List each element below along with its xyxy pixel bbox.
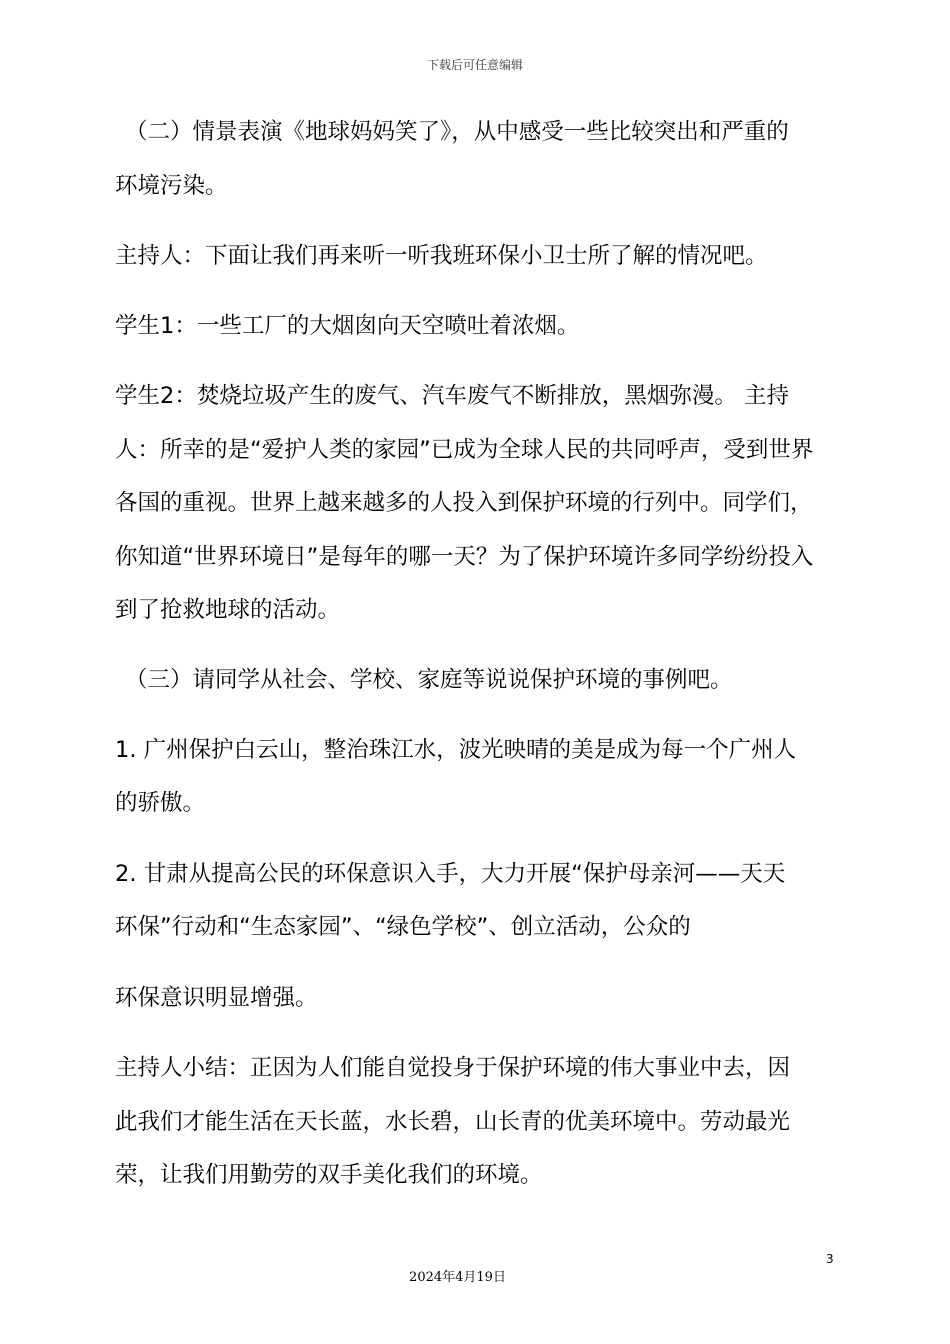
paragraph-line: 主持人：下面让我们再来听一听我班环保小卫士所了解的情况吧。: [115, 243, 768, 269]
paragraph-line: （二）情景表演《地球妈妈笑了》，从中感受一些比较突出和严重的: [125, 119, 789, 145]
paragraph-line: 你知道“世界环境日”是每年的哪一天？为了保护环境许多同学纷纷投入: [115, 544, 814, 570]
paragraph-line: 此我们才能生活在天长蓝，水长碧，山长青的优美环境中。劳动最光: [115, 1109, 791, 1135]
page-footer-date: 2024年4月19日: [409, 1270, 506, 1285]
page-number: 3: [826, 1252, 834, 1266]
paragraph-line: 人：所幸的是“爱护人类的家园”已成为全球人民的共同呼声，受到世界: [115, 437, 814, 463]
paragraph-line: 学生2：焚烧垃圾产生的废气、汽车废气不断排放，黑烟弥漫。 主持: [115, 383, 789, 409]
paragraph-line: 的骄傲。: [115, 790, 206, 816]
paragraph-line: 环保”行动和“生态家园”、“绿色学校”、创立活动，公众的: [115, 914, 691, 940]
paragraph-line: 到了抢救地球的活动。: [115, 597, 341, 623]
paragraph-line: 荣，让我们用勤劳的双手美化我们的环境。: [115, 1162, 543, 1188]
paragraph-line: （三）请同学从社会、学校、家庭等说说保护环境的事例吧。: [125, 667, 733, 693]
paragraph-line: 环境污染。: [115, 173, 228, 199]
paragraph-line: 1. 广州保护白云山，整治珠江水，波光映晴的美是成为每一个广州人: [115, 737, 797, 763]
paragraph-line: 学生1：一些工厂的大烟囱向天空喷吐着浓烟。: [115, 313, 580, 339]
paragraph-line: 主持人小结：正因为人们能自觉投身于保护环境的伟大事业中去，因: [115, 1055, 791, 1081]
paragraph-line: 2. 甘肃从提高公民的环保意识入手，大力开展“保护母亲河——天天: [115, 861, 786, 887]
page-header: 下载后可任意编辑: [426, 58, 523, 72]
paragraph-line: 环保意识明显增强。: [115, 985, 318, 1011]
paragraph-line: 各国的重视。世界上越来越多的人投入到保护环境的行列中。同学们，: [115, 490, 813, 516]
